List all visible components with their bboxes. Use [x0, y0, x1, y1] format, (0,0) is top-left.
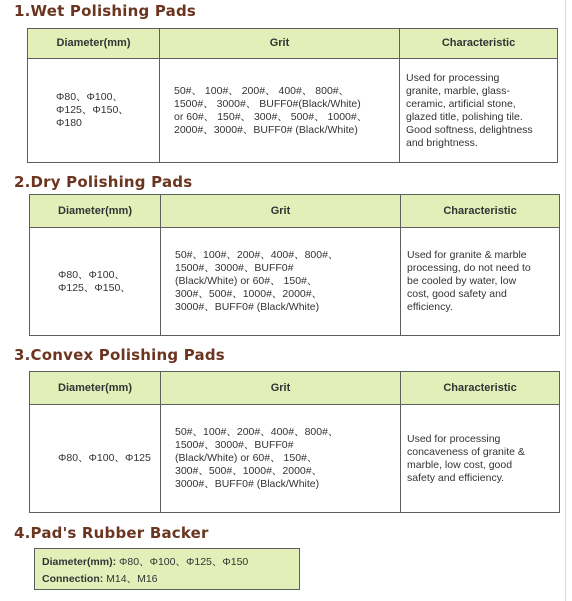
characteristic-cell	[401, 405, 560, 513]
table-row	[28, 59, 558, 163]
backer-spec-box	[34, 548, 300, 590]
section-title-dry: 2.Dry Polishing Pads	[14, 173, 193, 191]
diameter-cell	[30, 405, 161, 513]
section-title-convex: 3.Convex Polishing Pads	[14, 346, 225, 364]
dry-pads-table	[29, 194, 560, 336]
header-diameter: Diameter(mm)	[30, 195, 161, 228]
header-grit: Grit	[160, 29, 400, 59]
diameter-cell	[28, 59, 160, 163]
table-header-row	[30, 372, 560, 405]
backer-diameter-row	[42, 554, 299, 571]
convex-pads-table	[29, 371, 560, 513]
characteristic-text: Used for processing concaveness of granite & marble, low cost, good safety and efficiency.	[407, 432, 525, 484]
page-edge-rule	[565, 0, 566, 601]
section-title-wet: 1.Wet Polishing Pads	[14, 2, 197, 20]
header-characteristic: Characteristic	[400, 29, 558, 59]
header-diameter: Diameter(mm)	[30, 372, 161, 405]
grit-values: 50#、100#、200#、400#、800#、 1500#、3000#、BUFF0# (Black/White) or 60#、 150#、 300#、500#、1000#、2000#、 3000#、BUFF0# (Black/White)	[175, 426, 339, 490]
header-diameter: Diameter(mm)	[28, 29, 160, 59]
characteristic-cell	[401, 228, 560, 336]
header-characteristic: Characteristic	[401, 372, 560, 405]
backer-diameter-value: Φ80、Φ100、Φ125、Φ150	[116, 556, 249, 568]
header-grit: Grit	[161, 195, 401, 228]
backer-diameter-label: Diameter(mm):	[42, 556, 117, 568]
grit-cell	[160, 59, 400, 163]
table-row	[30, 228, 560, 336]
table-row	[30, 405, 560, 513]
characteristic-text: Used for processing granite, marble, glass- ceramic, artificial stone, glazed title, polishing tile. Good softness, delightness and brightness.	[406, 71, 533, 149]
header-grit: Grit	[161, 372, 401, 405]
section-title-backer: 4.Pad's Rubber Backer	[14, 524, 209, 542]
grit-cell	[161, 405, 401, 513]
grit-cell	[161, 228, 401, 336]
diameter-values: Φ80、Φ100、 Φ125、Φ150、 Φ180	[56, 91, 129, 129]
diameter-values: Φ80、Φ100、 Φ125、Φ150、	[58, 268, 131, 294]
characteristic-cell	[400, 59, 558, 163]
grit-values: 50#、 100#、 200#、 400#、 800#、 1500#、 3000#、 BUFF0#(Black/White) or 60#、 150#、 300#、 500#、 1000#、 2000#、3000#、BUFF0# (Black/White)	[174, 84, 368, 136]
characteristic-text: Used for granite & marble processing, do not need to be cooled by water, low cost, good safety and efficiency.	[407, 249, 531, 313]
diameter-values: Φ80、Φ100、Φ125	[58, 452, 151, 464]
backer-connection-row	[42, 571, 299, 588]
backer-connection-label: Connection:	[42, 573, 104, 585]
table-header-row	[30, 195, 560, 228]
backer-connection-value: M14、M16	[103, 573, 158, 585]
grit-values: 50#、100#、200#、400#、800#、 1500#、3000#、BUFF0# (Black/White) or 60#、 150#、 300#、500#、1000#、2000#、 3000#、BUFF0# (Black/White)	[175, 249, 339, 313]
header-characteristic: Characteristic	[401, 195, 560, 228]
table-header-row	[28, 29, 558, 59]
wet-pads-table	[27, 28, 558, 163]
diameter-cell	[30, 228, 161, 336]
